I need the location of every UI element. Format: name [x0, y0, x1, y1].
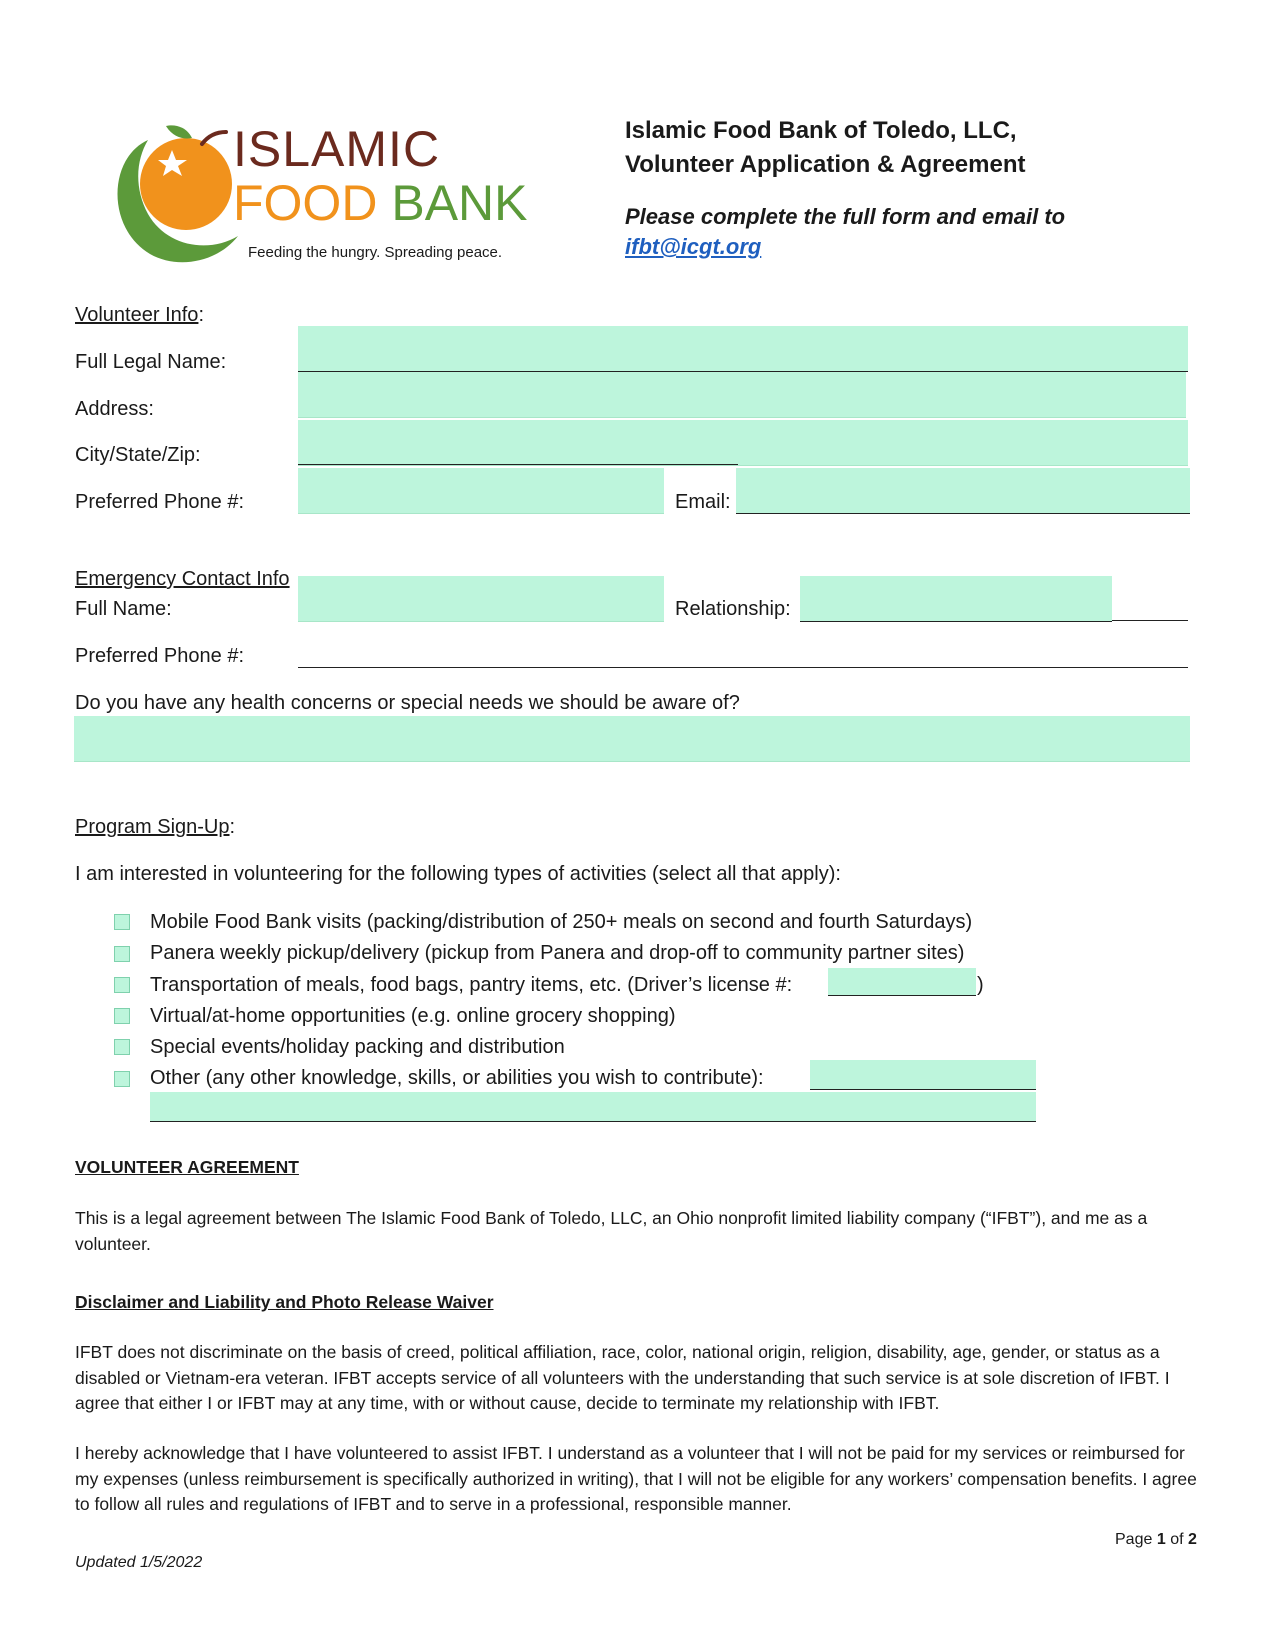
agreement-intro: This is a legal agreement between The Islamic Food Bank of Toledo, LLC, an Ohio nonprofit limited liability company (“IFBT”), and me as a volunteer. [75, 1208, 1148, 1254]
drivers-license-field[interactable] [828, 968, 976, 996]
logo-food: FOOD [233, 175, 378, 231]
checkbox-virtual[interactable] [114, 1008, 130, 1024]
full-legal-name-field[interactable] [298, 326, 1188, 372]
logo [108, 118, 568, 268]
form-title-line1: Islamic Food Bank of Toledo, LLC, [625, 117, 1017, 144]
activity-other: Other (any other knowledge, skills, or abilities you wish to contribute): [150, 1067, 764, 1089]
other-field-line2[interactable] [150, 1092, 1036, 1122]
health-concerns-field[interactable] [74, 716, 1190, 762]
checkbox-mobile-food-bank[interactable] [114, 914, 130, 930]
logo-food-bank [233, 176, 528, 230]
emergency-name-label: Full Name: [75, 598, 172, 620]
phone-label: Preferred Phone #: [75, 491, 244, 513]
logo-bank: BANK [391, 175, 528, 231]
city-field-underline [298, 464, 738, 465]
email-link[interactable]: ifbt@icgt.org [625, 234, 762, 259]
activity-panera: Panera weekly pickup/delivery (pickup from Panera and drop-off to community partner sites) [150, 942, 965, 964]
volunteer-agreement-heading: VOLUNTEER AGREEMENT [75, 1157, 299, 1177]
emergency-phone-field[interactable] [298, 667, 1188, 668]
checkbox-panera[interactable] [114, 946, 130, 962]
instruction-text: Please complete the full form and email to [625, 204, 1066, 229]
checkbox-transportation[interactable] [114, 977, 130, 993]
activity-mobile-food-bank: Mobile Food Bank visits (packing/distribution of 250+ meals on second and fourth Saturdays) [150, 911, 973, 933]
form-title-line2: Volunteer Application & Agreement [625, 151, 1026, 178]
relationship-underline-tail [1112, 620, 1188, 621]
relationship-field[interactable] [800, 576, 1112, 622]
relationship-label: Relationship: [675, 598, 791, 620]
email-field[interactable] [736, 468, 1190, 514]
volunteer-info-heading: Volunteer Info: [75, 304, 204, 326]
email-instruction [625, 202, 1065, 262]
emergency-contact-heading: Emergency Contact Info [75, 568, 290, 590]
page-number: Page 1 of 2 [1115, 1531, 1197, 1548]
checkbox-special-events[interactable] [114, 1039, 130, 1055]
email-label: Email: [675, 491, 731, 513]
other-field-line1[interactable] [810, 1060, 1036, 1090]
logo-tagline: Feeding the hungry. Spreading peace. [248, 244, 503, 261]
address-label: Address: [75, 398, 154, 420]
city-state-zip-label: City/State/Zip: [75, 444, 201, 466]
agreement-paragraph-2: I hereby acknowledge that I have volunteered to assist IFBT. I understand as a volunteer that I will not be paid for my services or reimbursed for my expenses (unless reimbursement is specifically authorized in writing), that I will not be eligible for any workers’ compensation benefits. I agree to follow all rules and regulations of IFBT and to serve in a professional, responsible manner. [75, 1443, 1197, 1514]
program-intro: I am interested in volunteering for the following types of activities (select all that apply): [75, 863, 841, 885]
license-close-paren: ) [977, 974, 984, 996]
program-signup-heading: Program Sign-Up: [75, 816, 236, 838]
waiver-heading: Disclaimer and Liability and Photo Release Waiver [75, 1292, 494, 1312]
logo-islamic: ISLAMIC [233, 121, 441, 177]
health-question: Do you have any health concerns or special needs we should be aware of? [75, 692, 740, 714]
form-title [625, 114, 1026, 182]
emergency-phone-label: Preferred Phone #: [75, 645, 244, 667]
activity-transportation: Transportation of meals, food bags, pantry items, etc. (Driver’s license #: [150, 974, 793, 996]
emergency-name-field[interactable] [298, 576, 664, 622]
full-legal-name-label: Full Legal Name: [75, 351, 227, 373]
activity-special-events: Special events/holiday packing and distribution [150, 1036, 565, 1058]
updated-date: Updated 1/5/2022 [75, 1554, 203, 1571]
activity-virtual: Virtual/at-home opportunities (e.g. online grocery shopping) [150, 1005, 676, 1027]
agreement-paragraph-1: IFBT does not discriminate on the basis of creed, political affiliation, race, color, national origin, religion, disability, age, gender, or status as a disabled or Vietnam-era veteran. IFBT accepts service of all volunteers with the understanding that such service is at sole discretion of IFBT. I agree that either I or IFBT may at any time, with or without cause, decide to terminate my relationship with IFBT. [75, 1342, 1170, 1413]
phone-field[interactable] [298, 468, 664, 514]
address-field[interactable] [298, 372, 1186, 418]
checkbox-other[interactable] [114, 1071, 130, 1087]
logo-orange-moon-icon [108, 118, 248, 268]
city-state-zip-field[interactable] [298, 420, 1188, 466]
